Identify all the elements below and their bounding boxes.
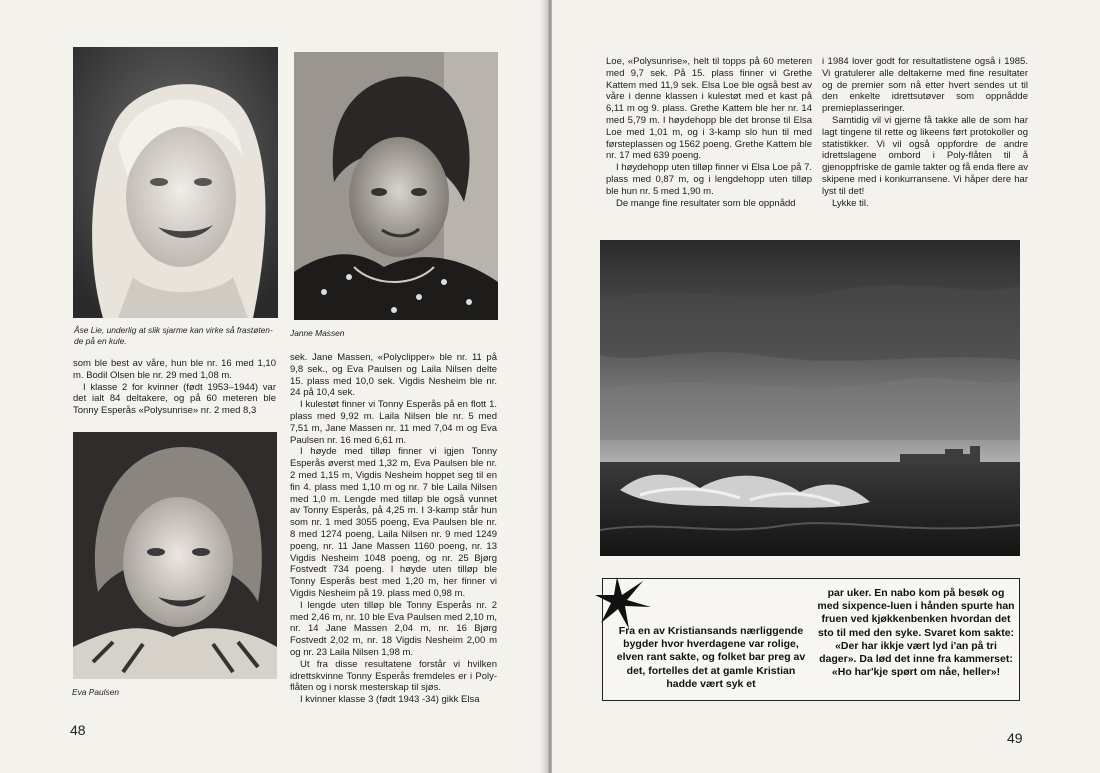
paragraph: I klasse 2 for kvinner (født 1953–1944) var det ialt 84 deltakere, og på 60 meteren ble Tonny Esperås «Polysunrise» nr. 2 med 8,3 — [73, 381, 276, 417]
right-page — [552, 0, 1100, 773]
right-page-column-1 — [606, 56, 812, 209]
anecdote-box — [602, 578, 1020, 701]
paragraph: i 1984 lover godt for resultatlistene også i 1985. Vi gratulerer alle deltakerne med fine resultater og de premier som nå etter hvert sendes ut til den enkelte idrettsutøver som oppnådde premieplasseringer. — [822, 56, 1028, 115]
paragraph: I kulestøt finner vi Tonny Esperås på en flott 1. plass med 9,92 m. Laila Nilsen ble nr. 5 med 7,51 m, Jane Massen nr. 11 med 7,04 m og Eva Paulsen nr. 16 med 6,61 m. — [290, 399, 497, 446]
anecdote-text-left: Fra en av Kristiansands nærliggende bygder hvor hverdagene var rolige, elven rant sakte, og folket bar preg av det, fortelles det at gamle Kristian hadde vært syk et — [616, 625, 806, 690]
paragraph: sek. Jane Massen, «Polyclipper» ble nr. 11 på 9,8 sek., og Eva Paulsen og Laila Nilsen delte 15. plass med 10,0 sek. Vigdis Nesheim ble nr. 24 på 10,4 sek. — [290, 352, 497, 399]
paragraph: I høydehopp uten tilløp finner vi Elsa Loe på 7. plass med 0,87 m, og i lengdehopp uten tilløp ble hun nr. 5 med 1,90 m. — [606, 162, 812, 197]
paragraph: I høyde med tilløp finner vi igjen Tonny Esperås øverst med 1,32 m, Eva Paulsen ble nr. 2 med 1,15 m, Vigdis Nesheim hoppet seg til en fin 4. plass med 1,10 m og nr. 7 ble Laila Nilsen med 1,0 m. Lengde med tilløp ble også vunnet av Tonny Esperås, på 4,25 m. I 3-kamp står hun som nr. 1 med 3055 poeng, Eva Paulsen ble nr. 8 med 1274 poeng, Laila Nilsen nr. 9 med 1249 poeng, nr. 11 Jane Massen 1160 poeng, nr. 13 Vigdis Nesheim 1048 poeng, og nr. 25 Bjørg Fostvedt 734 poeng. I høyde uten tilløp ble Tonny Esperås best med 1,20 m, her finner vi Vigdis Nesheim på 19. plass med 0,98 m. — [290, 446, 497, 599]
photo-rough-sea-ship — [600, 240, 1020, 556]
caption-janne-massen: Janne Massen — [290, 328, 345, 338]
paragraph: Loe, «Polysunrise», helt til topps på 60 meteren med 9,7 sek. På 15. plass finner vi Grethe Kattem med 11,9 sek. Elsa Loe ble også best av våre i denne klassen i kulestøt med et kast på 6,11 m og 9. plass. Grethe Kattem ble her nr. 14 med 5,79 m. I høydehopp ble det bronse til Elsa Loe med 1,01 m, og i 3-kamp slo hun til med førsteplassen og 1562 poeng. Grethe Kattem ble nr. 17 med 639 poeng. — [606, 56, 812, 162]
paragraph: I lengde uten tilløp ble Tonny Esperås nr. 2 med 2,46 m, nr. 10 ble Eva Paulsen med 2,10 m, nr. 14 Jane Massen 2,04 m, nr. 16 Bjørg Fostvedt 2,02 m, nr. 18 Vigdis Nesheim 2,00 m og nr. 23 Laila Nilsen 1,98 m. — [290, 599, 497, 658]
photo-eva-paulsen — [73, 432, 277, 679]
paragraph: Lykke til. — [832, 197, 869, 209]
left-page — [0, 0, 548, 773]
photo-janne-massen — [294, 52, 498, 320]
paragraph: De mange fine resultater som ble oppnådd — [616, 197, 796, 209]
page-number-left: 48 — [70, 722, 86, 738]
right-page-column-2 — [822, 56, 1028, 209]
anecdote-text-right: par uker. En nabo kom på besøk og med sixpence-luen i hånden spurte han fruen ved kjøkkenbenken hvordan det sto til med den syke. Svaret kom sakte: «Der har ikkje vært lyd i'an på tri dager». Da lød det inne fra kammerset: «Ho har'kje spørt om nåe, heller»! — [817, 587, 1015, 679]
star-icon — [595, 573, 655, 629]
paragraph: som ble best av våre, hun ble nr. 16 med 1,10 m. Bodil Olsen ble nr. 29 med 1,08 m. — [73, 358, 276, 381]
paragraph: Samtidig vil vi gjerne få takke alle de som har lagt tingene til rette og likeens ført protokoller og statistikker. Vi vil også oppfordre de andre idrettslagene ombord i Poly-flåten til å gjenoppfriske de gamle takter og få enda flere av skipene med i konkurransene. Vi håper dere har lyst til det! — [822, 114, 1028, 197]
paragraph: Ut fra disse resultatene forstår vi hvilken idrettskvinne Tonny Esperås fremdeles er i Poly-flåten og i norsk mesterskap til sjøs. — [290, 658, 497, 694]
caption-ase-lie: Åse Lie, underlig at slik sjarme kan virke så frastøten- de på en kule. — [74, 325, 273, 346]
paragraph: I kvinner klasse 3 (født 1943 -34) gikk Elsa — [300, 694, 480, 706]
left-page-column-1 — [73, 358, 276, 417]
caption-eva-paulsen: Eva Paulsen — [72, 687, 120, 697]
page-number-right: 49 — [1007, 730, 1023, 746]
left-page-column-2 — [290, 352, 497, 706]
photo-ase-lie — [73, 47, 278, 318]
